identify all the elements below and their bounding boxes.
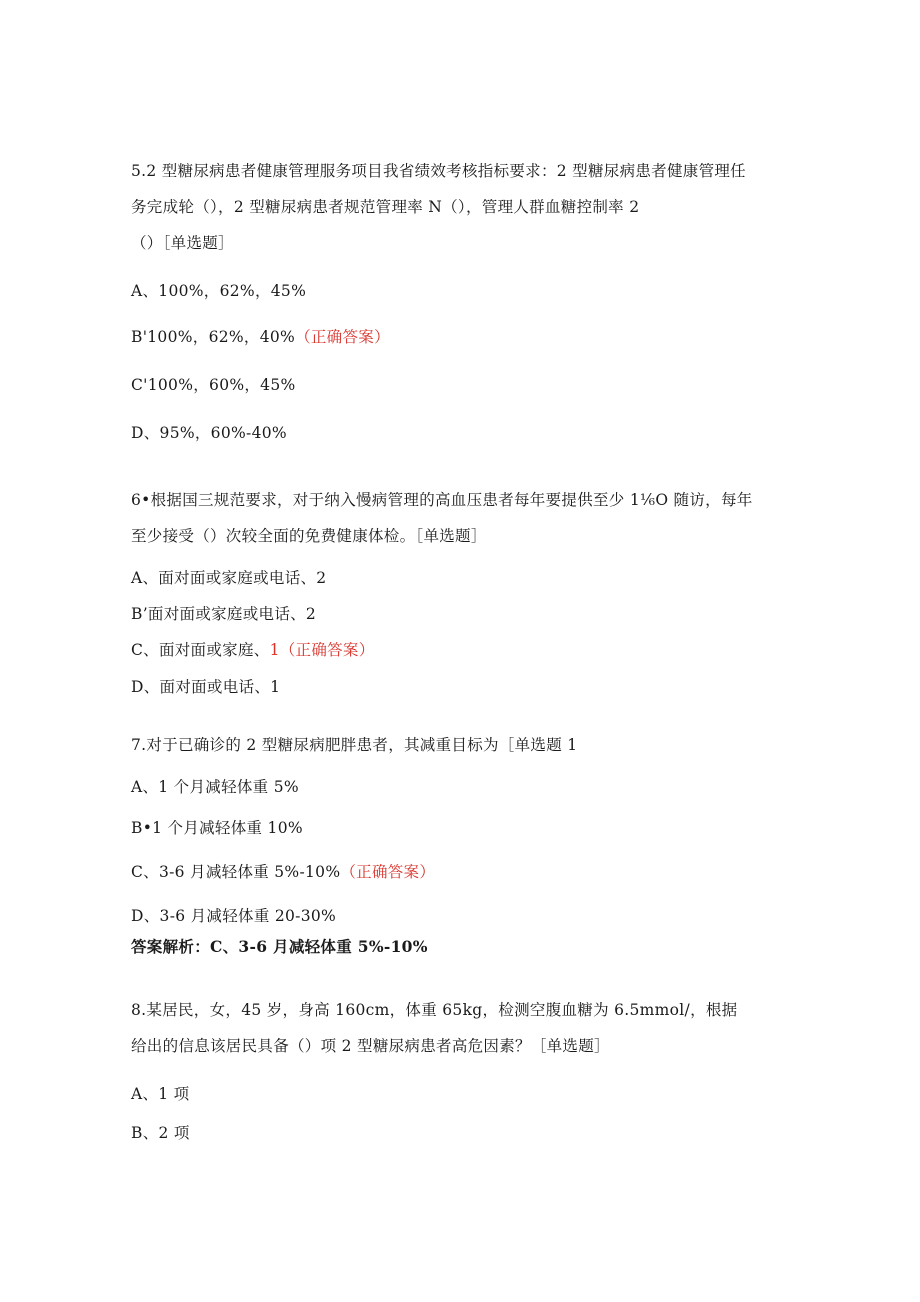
q5-option-c — [131, 375, 296, 395]
correct-answer-mark: 1（正确答案） — [269, 641, 375, 659]
q6-option-b — [131, 604, 316, 624]
q8-stem-line-1: 8.某居民，女，45 岁，身高 160cm，体重 65kg，检测空腹血糖为 6.5mmol/，根据 — [131, 1001, 738, 1019]
q5-stem-line-1: 5.2 型糖尿病患者健康管理服务项目我省绩效考核指标要求：2 型糖尿病患者健康管理任 — [131, 162, 746, 180]
q7-option-b — [131, 818, 303, 838]
option-text: C'100%，60%，45% — [131, 376, 296, 394]
option-text: A、面对面或家庭或电话、2 — [131, 569, 327, 587]
correct-answer-mark: （正确答案） — [340, 863, 436, 881]
correct-answer-mark: （正确答案） — [295, 328, 390, 346]
option-text: A、1 个月减轻体重 5% — [131, 778, 299, 796]
q5-stem-line-3: （）［单选题］ — [131, 234, 234, 252]
option-text: B•1 个月减轻体重 10% — [131, 819, 303, 837]
q8-option-b — [131, 1123, 190, 1143]
option-text: D、95%，60%-40% — [131, 424, 287, 442]
q7-option-d — [131, 906, 336, 926]
q6-option-c — [131, 640, 375, 660]
option-text: A、100%，62%，45% — [131, 282, 307, 300]
option-text: A、1 项 — [131, 1085, 190, 1103]
q7-stem-line-1: 7.对于已确诊的 2 型糖尿病肥胖患者，其减重目标为［单选题 1 — [131, 736, 578, 754]
q6-option-a — [131, 568, 326, 588]
q5-option-b — [131, 327, 390, 347]
q7-option-a — [131, 777, 299, 797]
q7-answer-explanation: 答案解析：C、3-6 月减轻体重 5%-10% — [131, 937, 428, 956]
q6-stem-line-1: 6•根据国三规范要求，对于纳入慢病管理的高血压患者每年要提供至少 1⅙O 随访，每年 — [131, 491, 753, 509]
q6-stem-line-2: 至少接受（）次较全面的免费健康体检。［单选题］ — [131, 527, 487, 545]
option-text: C、面对面或家庭、 — [131, 641, 270, 659]
q5-option-d — [131, 423, 287, 443]
option-text: C、3-6 月减轻体重 5%-10% — [131, 863, 341, 881]
option-text: B'100%，62%，40% — [131, 328, 296, 346]
option-text: D、面对面或电话、1 — [131, 678, 281, 696]
q6-option-d — [131, 677, 280, 697]
q8-stem-line-2: 给出的信息该居民具备（）项 2 型糖尿病患者高危因素？［单选题］ — [131, 1037, 610, 1055]
q7-option-c — [131, 862, 435, 882]
q8-option-a — [131, 1084, 189, 1104]
option-text: B’面对面或家庭或电话、2 — [131, 605, 317, 623]
option-text: D、3-6 月减轻体重 20-30% — [131, 907, 337, 925]
q5-stem-line-2: 务完成轮（），2 型糖尿病患者规范管理率 N（），管理人群血糖控制率 2 — [131, 198, 640, 216]
q5-option-a — [131, 281, 306, 301]
option-text: B、2 项 — [131, 1124, 190, 1142]
